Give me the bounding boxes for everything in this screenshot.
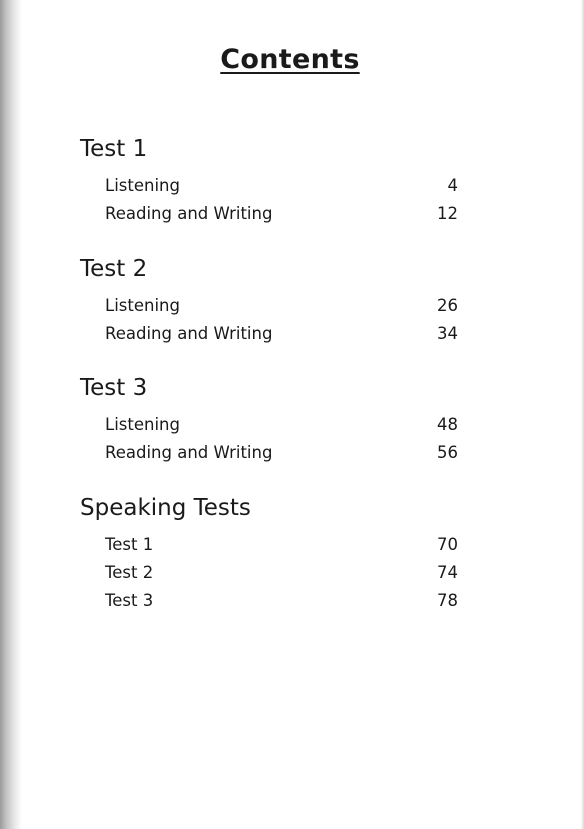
page-spine-shadow: [0, 0, 22, 829]
toc-entry[interactable]: [80, 200, 458, 228]
toc-entry-page: 70: [437, 535, 458, 554]
toc-entry-page: 34: [437, 324, 458, 343]
toc-entry-page: 74: [437, 563, 458, 582]
toc-entry[interactable]: [80, 587, 458, 615]
toc-section-speaking-tests: [80, 493, 480, 615]
toc-entry-label: Test 1: [105, 535, 154, 554]
toc-entry-label: Test 3: [105, 591, 154, 610]
toc-section-test-2: [80, 254, 480, 348]
toc-entry[interactable]: [80, 172, 458, 200]
section-title: Test 1: [80, 136, 148, 162]
toc-entry-page: 12: [437, 204, 458, 223]
toc-entry-label: Listening: [105, 296, 180, 315]
toc-entry-page: 78: [437, 591, 458, 610]
section-title: Test 3: [80, 375, 148, 401]
toc-entry-page: 4: [447, 176, 458, 195]
toc-entry-label: Test 2: [105, 563, 154, 582]
toc-entry[interactable]: [80, 531, 458, 559]
toc-entry[interactable]: [80, 559, 458, 587]
toc-section-test-3: [80, 373, 480, 467]
toc-entry-label: Reading and Writing: [105, 204, 273, 223]
toc-entry[interactable]: [80, 439, 458, 467]
toc-entry-label: Listening: [105, 176, 180, 195]
toc-entry[interactable]: [80, 320, 458, 348]
section-title: Speaking Tests: [80, 495, 251, 521]
toc-entry-page: 26: [437, 296, 458, 315]
toc-entry-label: Reading and Writing: [105, 324, 273, 343]
toc-entry-page: 56: [437, 443, 458, 462]
toc-entry-page: 48: [437, 415, 458, 434]
toc-entry[interactable]: [80, 411, 458, 439]
toc-section-test-1: [80, 134, 480, 228]
toc-entry[interactable]: [80, 292, 458, 320]
page-title: Contents: [220, 44, 360, 75]
toc-entry-label: Reading and Writing: [105, 443, 273, 462]
toc-entry-label: Listening: [105, 415, 180, 434]
section-title: Test 2: [80, 256, 148, 282]
